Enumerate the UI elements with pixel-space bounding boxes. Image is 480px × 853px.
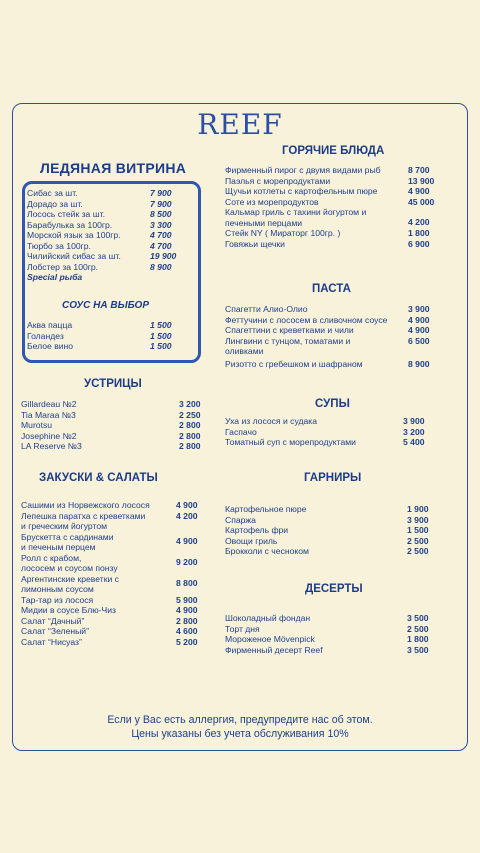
list-item (27, 188, 177, 199)
item-name: Лепешка паратха с креветками (21, 510, 146, 521)
list-item (21, 410, 206, 421)
item-name: Лингвини с тунцом, томатами и (225, 335, 351, 346)
item-price: 6 900 (408, 238, 430, 249)
list-item (21, 511, 206, 522)
snacks-list (21, 500, 206, 647)
item-price: 4 900 (408, 186, 430, 196)
item-price: 3 300 (150, 219, 172, 230)
item-name: Тюрбо за 100гр. (27, 240, 91, 251)
list-item (225, 176, 445, 187)
list-item (21, 616, 206, 627)
item-name: Дорадо за шт. (27, 198, 83, 209)
list-item (225, 546, 445, 557)
list-item (21, 399, 206, 410)
item-name: Щучьи котлеты с картофельным пюре (225, 186, 378, 196)
list-item (225, 165, 445, 176)
item-price: 19 900 (150, 251, 177, 261)
item-name: Аква пацца (27, 320, 73, 330)
item-name: Морской язык за 100гр. (27, 230, 121, 240)
item-name-continued: печеными перцами (225, 217, 303, 228)
list-item (225, 504, 445, 515)
oysters-title: УСТРИЦЫ (84, 378, 142, 390)
item-price: 5 400 (403, 437, 425, 447)
pasta-title: ПАСТА (312, 283, 351, 295)
item-name: Гаспачо (225, 426, 257, 437)
service-note: Цены указаны без учета обслуживания 10% (131, 728, 349, 740)
item-name: Говяжьи щечки (225, 238, 285, 249)
item-name: Сашими из Норвежского лосося (21, 500, 150, 510)
snacks-title: ЗАКУСКИ & САЛАТЫ (39, 472, 158, 484)
desserts-title: ДЕСЕРТЫ (305, 583, 363, 595)
item-name: Голандез (27, 330, 64, 341)
item-name: Томатный суп с морепродуктами (225, 437, 356, 447)
item-price: 4 900 (176, 605, 198, 615)
list-item (225, 228, 445, 239)
item-price: 3 500 (407, 644, 429, 655)
hot-list (225, 165, 445, 249)
item-price: 8 900 (408, 358, 430, 369)
item-name: Картофельное пюре (225, 504, 307, 514)
item-price: 4 700 (150, 240, 172, 251)
list-item (21, 431, 206, 442)
list-item (27, 320, 177, 331)
item-price: 7 900 (150, 188, 172, 198)
item-price: 8 900 (150, 261, 172, 272)
sauce-list (27, 320, 177, 352)
item-name: Стейк NY ( Мираторг 100гр. ) (225, 228, 341, 238)
item-name-continued: и греческим йогуртом (21, 521, 108, 531)
item-price: 3 200 (403, 426, 425, 437)
item-name: Спагетти Алио-Олио (225, 304, 308, 314)
item-price: 4 900 (408, 325, 430, 335)
item-name: Josephine №2 (21, 430, 77, 441)
item-name: Фирменный пирог с двумя видами рыб (225, 165, 381, 175)
item-name: Салат “Нисуаз” (21, 636, 82, 647)
item-price: 2 800 (179, 420, 201, 430)
item-price: 1 800 (407, 634, 429, 644)
list-item (225, 359, 445, 370)
item-name: Барабулька за 100гр. (27, 219, 113, 230)
item-price: 1 500 (150, 341, 172, 351)
item-name: Торт дня (225, 623, 260, 634)
list-item (21, 626, 206, 637)
item-name-continued: оливками (225, 346, 264, 356)
item-price: 5 200 (176, 636, 198, 647)
list-item (21, 420, 206, 431)
item-price: 2 500 (407, 546, 429, 556)
list-item (27, 331, 177, 342)
desserts-list (225, 613, 445, 655)
item-price: 4 200 (176, 510, 198, 521)
item-price: 1 500 (407, 525, 429, 535)
item-name-continued: лососем и соусом понзу (21, 563, 118, 573)
soups-title: СУПЫ (315, 398, 350, 410)
item-price: 2 800 (179, 441, 201, 451)
hot-title: ГОРЯЧИЕ БЛЮДА (282, 145, 385, 157)
list-item (27, 262, 177, 273)
sides-title: ГАРНИРЫ (304, 472, 362, 484)
item-price: 4 200 (408, 217, 430, 227)
item-name: Уха из лосося и судака (225, 416, 317, 426)
list-item (21, 573, 206, 588)
list-item (225, 239, 445, 250)
list-item (21, 441, 206, 452)
list-item (225, 536, 445, 547)
list-item (225, 515, 445, 526)
item-name-continued: и печеным перцем (21, 542, 96, 552)
item-price: 1 900 (407, 504, 429, 514)
item-name: Салат “Зеленый” (21, 626, 89, 636)
item-name: Кальмар гриль с тахини йогуртом и (225, 207, 367, 217)
list-item (27, 341, 177, 352)
item-name: Соте из морепродуктов (225, 196, 319, 207)
item-name: Tia Maraa №3 (21, 409, 76, 420)
item-price: 2 800 (176, 615, 198, 626)
item-name: Брокколи с чесноком (225, 546, 309, 556)
item-name: Паэлья с морепродуктами (225, 175, 331, 186)
pasta-list (225, 304, 445, 369)
item-price: 4 900 (176, 535, 198, 546)
oysters-list (21, 399, 206, 452)
item-name: Белое вино (27, 341, 74, 351)
item-name: Лобстер за 100гр. (27, 261, 99, 272)
allergy-note: Если у Вас есть аллергия, предупредите нас об этом. (107, 714, 373, 726)
list-item (225, 427, 445, 438)
item-price: 5 900 (176, 594, 198, 605)
ice-title: ЛЕДЯНАЯ ВИТРИНА (40, 160, 187, 176)
list-item (27, 209, 177, 220)
item-name: Ролл с крабом, (21, 552, 82, 563)
sides-list (225, 504, 445, 557)
item-name: Спагеттини с креветками и чили (225, 325, 354, 335)
item-price: 7 900 (150, 198, 172, 209)
list-item (225, 613, 445, 624)
item-name: Салат “Дачный” (21, 615, 85, 626)
list-item (21, 595, 206, 606)
item-name: Мороженое Mövenpick (225, 634, 315, 644)
list-item (225, 325, 445, 336)
item-price: 1 500 (150, 320, 172, 330)
item-price: 2 800 (179, 430, 201, 441)
brand-logo: REEF (197, 108, 283, 141)
list-item (27, 241, 177, 252)
item-price: 8 500 (150, 209, 172, 219)
item-name: Сибас за шт. (27, 188, 78, 198)
item-name: Овощи гриль (225, 535, 278, 546)
item-price: 4 600 (176, 626, 198, 636)
list-item (225, 525, 445, 536)
list-item (27, 230, 177, 241)
item-price: 8 800 (176, 577, 198, 588)
item-name: Аргентинские креветки с (21, 573, 119, 584)
item-name: Gillardeau №2 (21, 399, 77, 409)
list-item (225, 315, 445, 326)
item-price: 3 200 (179, 399, 201, 409)
item-name-continued: лимонным соусом (21, 584, 94, 594)
item-name: Чилийский сибас за шт. (27, 251, 121, 261)
item-name: LA Reserve №3 (21, 441, 82, 451)
list-item (225, 336, 445, 347)
item-price: 3 900 (408, 304, 430, 314)
item-price: 3 900 (403, 416, 425, 426)
list-item (225, 634, 445, 645)
list-item (21, 637, 206, 648)
item-name: Шоколадный фондан (225, 613, 311, 623)
item-name: Ризотто с гребешком и шафраном (225, 358, 363, 369)
item-price: 9 200 (176, 556, 198, 567)
ice-list (27, 188, 177, 283)
item-price: 4 700 (150, 230, 172, 240)
item-name: Фирменный десерт Reef (225, 644, 323, 655)
list-item (225, 304, 445, 315)
list-item (225, 197, 445, 208)
item-price: 2 500 (407, 623, 429, 634)
item-price: 1 500 (150, 330, 172, 341)
item-price: 45 000 (408, 196, 435, 207)
item-price: 2 500 (407, 535, 429, 546)
item-name: Мидии в соусе Блю-Чиз (21, 605, 116, 615)
sauce-title: СОУС НА ВЫБОР (62, 300, 149, 311)
item-name: Тар-тар из лосося (21, 594, 94, 605)
item-price: 8 700 (408, 165, 430, 175)
item-price: 4 900 (408, 314, 430, 325)
list-item (21, 531, 206, 546)
item-name: Картофель фри (225, 525, 289, 535)
list-item (27, 220, 177, 231)
soups-list (225, 416, 445, 448)
item-price: 4 900 (176, 500, 198, 510)
item-price: 1 800 (408, 228, 430, 238)
special-fish-label: Special рыба (27, 272, 83, 282)
item-price: 3 500 (407, 613, 429, 623)
item-price: 3 900 (407, 514, 429, 525)
list-item (225, 624, 445, 635)
list-item (21, 605, 206, 616)
list-item (225, 437, 445, 448)
item-price: 13 900 (408, 175, 435, 186)
list-item (21, 500, 206, 511)
list-item (225, 645, 445, 656)
list-item (21, 552, 206, 567)
item-name: Брускетта с сардинами (21, 531, 114, 542)
list-item (225, 416, 445, 427)
item-name: Murotsu (21, 420, 53, 430)
item-price: 2 250 (179, 409, 201, 420)
item-name: Лосось стейк за шт. (27, 209, 105, 219)
list-item (27, 251, 177, 262)
item-name: Спаржа (225, 514, 256, 525)
list-item (225, 186, 445, 197)
item-name: Феттучини с лососем в сливочном соусе (225, 314, 388, 325)
list-item (27, 199, 177, 210)
item-price: 6 500 (408, 335, 430, 346)
